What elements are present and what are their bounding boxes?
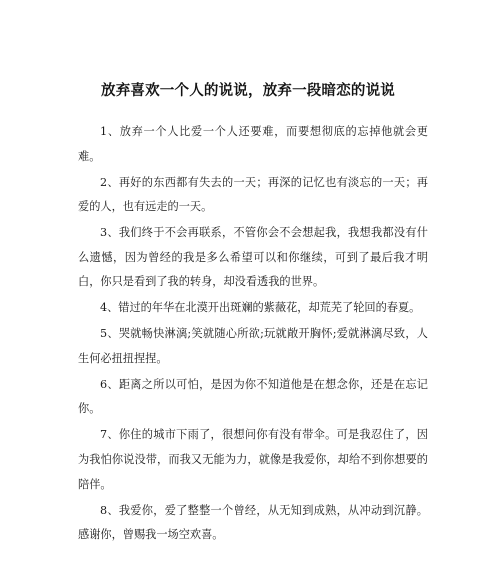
paragraph-6: 6、距离之所以可怕，是因为你不知道他是在想念你，还是在忘记你。 <box>78 377 428 416</box>
paragraph-4: 4、错过的年华在北漠开出斑斓的紫薇花，却荒芜了轮回的春夏。 <box>100 301 421 315</box>
paragraph-3: 3、我们终于不会再联系，不管你会不会想起我，我想我都没有什么遗憾，因为曾经的我是多么希望可以和你继续，可到了最后我才明白，你只是看到了我的转身，却没看透我的世界。 <box>78 226 428 289</box>
paragraph-1: 1、放弃一个人比爱一个人还要难，而要想彻底的忘掉他就会更难。 <box>78 125 428 163</box>
paragraph-5: 5、哭就畅快淋漓;笑就随心所欲;玩就敞开胸怀;爱就淋漓尽致，人生何必扭扭捏捏。 <box>78 327 428 365</box>
document-title: 放弃喜欢一个人的说说，放弃一段暗恋的说说 <box>101 83 395 99</box>
paragraph-7: 7、你住的城市下雨了，很想问你有没有带伞。可是我忍住了，因为我怕你说没带，而我又无能为力，就像是我爱你，却给不到你想要的陪伴。 <box>78 428 428 491</box>
paragraph-8: 8、我爱你，爱了整整一个曾经，从无知到成熟，从冲动到沉静。感谢你，曾赐我一场空欢喜。 <box>78 503 428 542</box>
paragraph-2: 2、再好的东西都有失去的一天；再深的记忆也有淡忘的一天；再爱的人，也有远走的一天。 <box>78 175 428 214</box>
document-body <box>78 120 428 549</box>
